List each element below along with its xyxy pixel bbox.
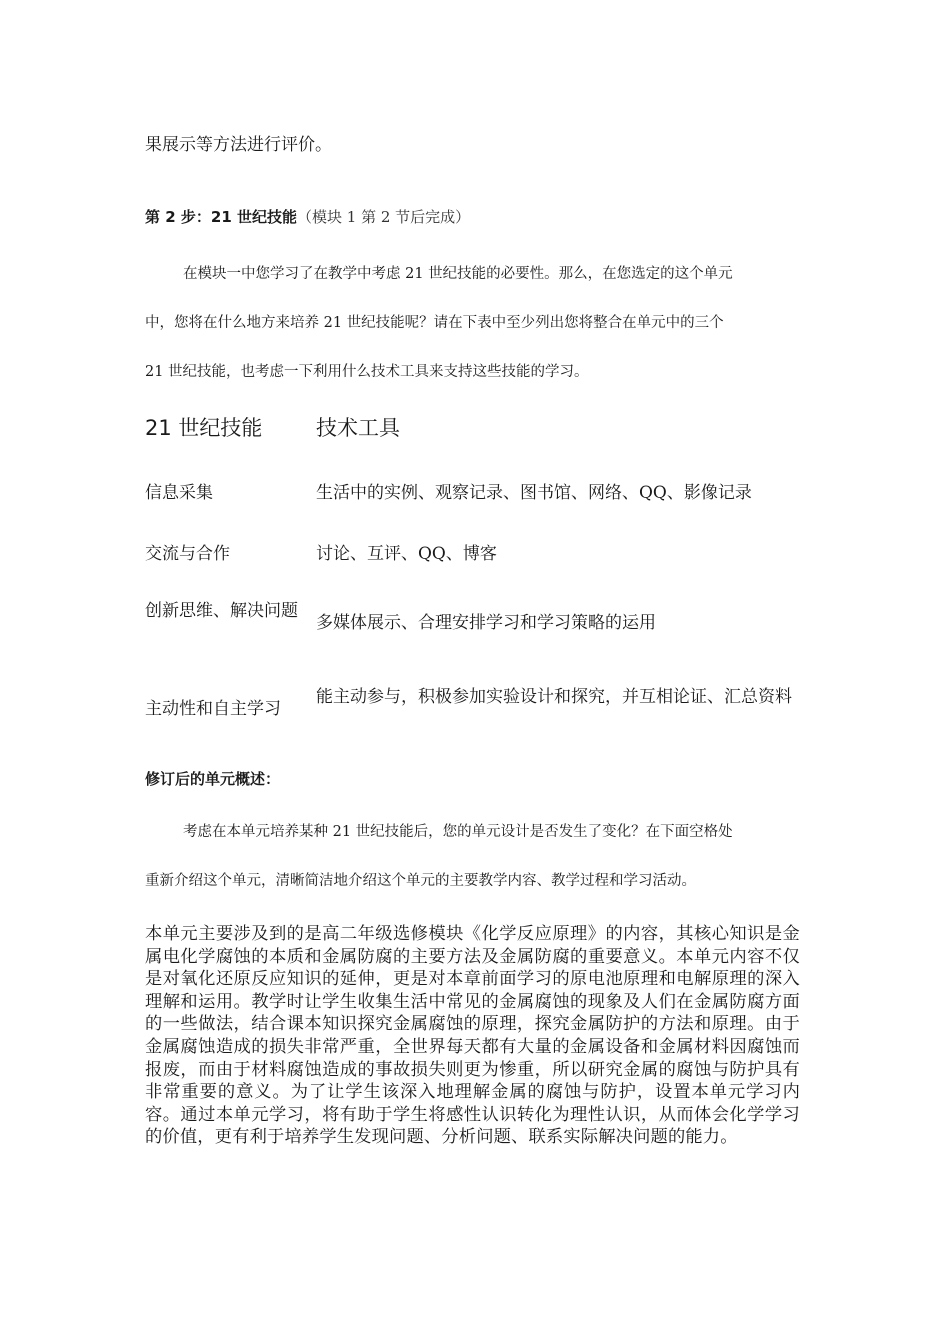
revised-overview-heading: 修订后的单元概述：	[145, 770, 281, 788]
step-heading	[145, 206, 470, 227]
table-cell-skill: 交流与合作	[145, 544, 230, 564]
step-note: （模块 1 第 2 节后完成）	[296, 208, 471, 226]
table-cell-tool: 讨论、互评、QQ、博客	[316, 544, 497, 564]
revised-prompt-line-2: 重新介绍这个单元，清晰简洁地介绍这个单元的主要教学内容、教学过程和学习活动。	[145, 873, 696, 889]
intro-line-1: 在模块一中您学习了在教学中考虑 21 世纪技能的必要性。那么，在您选定的这个单元	[183, 266, 733, 282]
intro-line-3: 21 世纪技能，也考虑一下利用什么技术工具来支持这些技能的学习。	[145, 364, 589, 380]
step-title: 第 2 步：21 世纪技能	[145, 208, 297, 226]
table-cell-tool: 多媒体展示、合理安排学习和学习策略的运用	[316, 613, 656, 633]
unit-summary-paragraph: 本单元主要涉及到的是高二年级选修模块《化学反应原理》的内容，其核心知识是金属电化学腐蚀的本质和金属防腐的主要方法及金属防腐的重要意义。本单元内容不仅是对氧化还原反应知识的延伸，更是对本章前面学习的原电池原理和电解原理的深入理解和运用。教学时让学生收集生活中常见的金属腐蚀的现象及人们在金属防腐方面的一些做法，结合课本知识探究金属腐蚀的原理，探究金属防护的方法和原理。由于金属腐蚀造成的损失非常严重，全世界每天都有大量的金属设备和金属材料因腐蚀而报废，而由于材料腐蚀造成的事故损失则更为惨重，所以研究金属的腐蚀与防护具有非常重要的意义。为了让学生该深入地理解金属的腐蚀与防护，设置本单元学习内容。通过本单元学习，将有助于学生将感性认识转化为理性认识，从而体会化学学习的价值，更有利于培养学生发现问题、分析问题、联系实际解决问题的能力。	[145, 924, 800, 1148]
table-header-skill: 21 世纪技能	[145, 416, 263, 440]
table-cell-tool: 能主动参与，积极参加实验设计和探究，并互相论证、汇总资料	[316, 687, 792, 707]
table-cell-skill: 主动性和自主学习	[145, 699, 281, 719]
table-cell-skill: 信息采集	[145, 483, 213, 503]
table-cell-tool: 生活中的实例、观察记录、图书馆、网络、QQ、影像记录	[316, 483, 752, 503]
revised-prompt-line-1: 考虑在本单元培养某种 21 世纪技能后，您的单元设计是否发生了变化？在下面空格处	[183, 824, 733, 840]
table-cell-skill: 创新思维、解决问题	[145, 601, 298, 621]
table-header-tool: 技术工具	[316, 416, 400, 440]
continued-text-line: 果展示等方法进行评价。	[145, 135, 332, 155]
intro-line-2: 中，您将在什么地方来培养 21 世纪技能呢？请在下表中至少列出您将整合在单元中的三个	[145, 315, 724, 331]
